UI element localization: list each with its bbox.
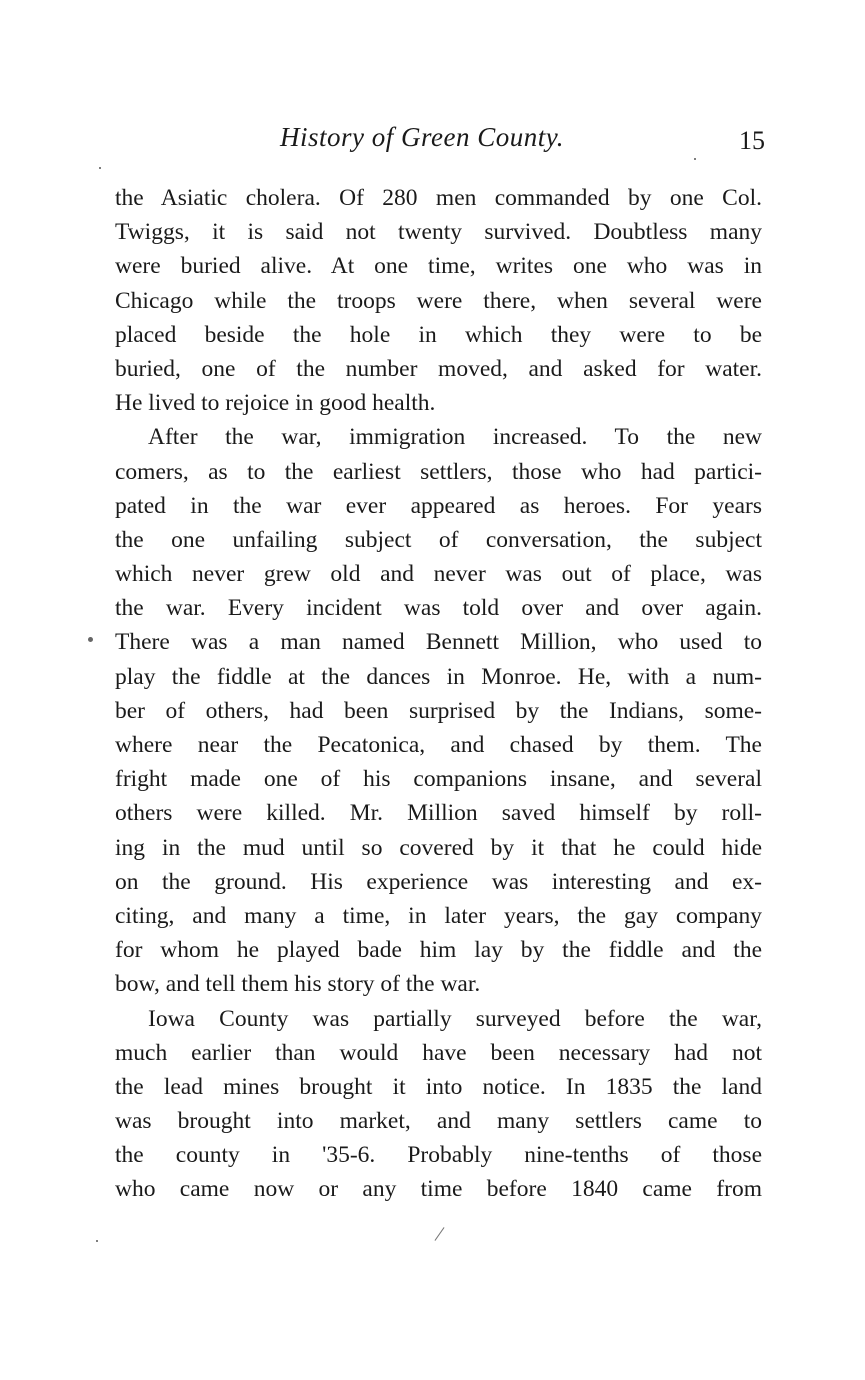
text-line: fright made one of his companions insane, and several bbox=[115, 766, 762, 793]
text-line: buried, one of the number moved, and asked for water. bbox=[115, 355, 762, 382]
scan-speck bbox=[88, 637, 93, 642]
text-line: on the ground. His experience was interesting and ex- bbox=[115, 868, 762, 895]
text-line: After the war, immigration increased. To the new bbox=[148, 424, 762, 451]
text-line: were buried alive. At one time, writes one who was in bbox=[115, 253, 762, 280]
paragraph-3 bbox=[115, 1002, 762, 1207]
text-line: the one unfailing subject of conversation, the subject bbox=[115, 526, 762, 553]
scan-speck bbox=[96, 1240, 98, 1242]
paragraph-1 bbox=[115, 181, 762, 420]
text-line: much earlier than would have been necessary had not bbox=[115, 1039, 762, 1066]
text-line: pated in the war ever appeared as heroes. For years bbox=[115, 492, 762, 519]
text-line: was brought into market, and many settlers came to bbox=[115, 1108, 762, 1135]
text-line: citing, and many a time, in later years, the gay company bbox=[115, 902, 762, 929]
text-line: who came now or any time before 1840 came from bbox=[115, 1176, 762, 1203]
text-line: placed beside the hole in which they were to be bbox=[115, 321, 762, 348]
scan-speck bbox=[694, 158, 696, 160]
text-line: ber of others, had been surprised by the Indians, some- bbox=[115, 697, 762, 724]
text-line: which never grew old and never was out of place, was bbox=[115, 561, 762, 588]
text-line: He lived to rejoice in good health. bbox=[115, 390, 436, 417]
text-line: where near the Pecatonica, and chased by them. The bbox=[115, 732, 762, 758]
page-header bbox=[115, 122, 765, 162]
scan-speck bbox=[99, 167, 101, 169]
body-text bbox=[115, 181, 762, 1207]
text-line: the Asiatic cholera. Of 280 men commanded by one Col. bbox=[115, 185, 762, 211]
text-line: ing in the mud until so covered by it that he could hide bbox=[115, 834, 762, 861]
text-line: the lead mines brought it into notice. In 1835 the land bbox=[115, 1073, 762, 1100]
paragraph-2 bbox=[115, 420, 762, 1001]
text-line: There was a man named Bennett Million, who used to bbox=[115, 629, 762, 656]
text-line: the war. Every incident was told over and over again. bbox=[115, 595, 762, 622]
text-line: comers, as to the earliest settlers, those who had partici- bbox=[115, 458, 762, 485]
text-line: Chicago while the troops were there, when several were bbox=[115, 287, 762, 314]
text-line: Twiggs, it is said not twenty survived. Doubtless many bbox=[115, 219, 762, 246]
text-line: others were killed. Mr. Million saved himself by roll- bbox=[115, 800, 762, 827]
scan-mark bbox=[435, 1227, 445, 1241]
page-number: 15 bbox=[739, 126, 765, 155]
text-line: bow, and tell them his story of the war. bbox=[115, 971, 481, 998]
text-line: for whom he played bade him lay by the fiddle and the bbox=[115, 937, 762, 964]
text-line: Iowa County was partially surveyed before the war, bbox=[148, 1005, 762, 1032]
text-line: play the fiddle at the dances in Monroe. He, with a num- bbox=[115, 663, 762, 690]
text-line: the county in '35-6. Probably nine-tenths of those bbox=[115, 1142, 762, 1169]
running-title: History of Green County. bbox=[280, 122, 564, 152]
